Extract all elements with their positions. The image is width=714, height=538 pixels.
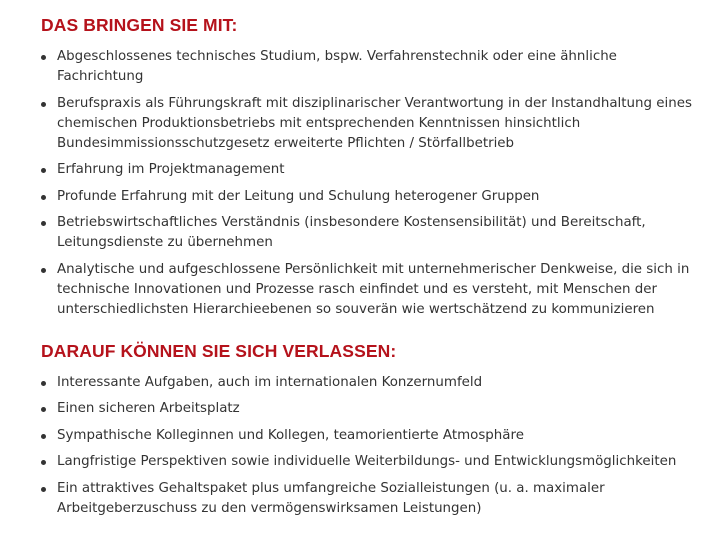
benefits-heading: DARAUF KÖNNEN SIE SICH VERLASSEN: [41, 340, 397, 361]
list-item: Sympathische Kolleginnen und Kollegen, teamorientierte Atmosphäre [41, 426, 694, 446]
list-item: Langfristige Perspektiven sowie individuelle Weiterbildungs- und Entwicklungsmöglichkeiten [41, 452, 694, 472]
list-item: Analytische und aufgeschlossene Persönlichkeit mit unternehmerischer Denkweise, die sich in technische Innovationen und Prozesse rasch einfindet und es versteht, mit Menschen der unterschiedlichsten Hierarchieebenen so souverän wie wertschätzend zu kommunizieren [41, 260, 694, 320]
list-item: Betriebswirtschaftliches Verständnis (insbesondere Kostensensibilität) und Bereitschaft, Leitungsdienste zu übernehmen [41, 213, 694, 253]
list-item: Berufspraxis als Führungskraft mit disziplinarischer Verantwortung in der Instandhaltung eines chemischen Produktionsbetriebs mit entsprechenden Kenntnissen hinsichtlich Bundesimmissionsschutzgesetz erweiterte Pflichten / Störfallbetrieb [41, 94, 694, 154]
list-item: Profunde Erfahrung mit der Leitung und Schulung heterogener Gruppen [41, 187, 694, 207]
benefits-list [41, 373, 694, 519]
list-item: Ein attraktives Gehaltspaket plus umfangreiche Sozialleistungen (u. a. maximaler Arbeitgeberzuschuss zu den vermögenswirksamen Leistungen) [41, 479, 694, 519]
list-item: Erfahrung im Projektmanagement [41, 160, 694, 180]
list-item: Interessante Aufgaben, auch im internationalen Konzernumfeld [41, 373, 694, 393]
list-item: Abgeschlossenes technisches Studium, bspw. Verfahrenstechnik oder eine ähnliche Fachrichtung [41, 47, 694, 87]
requirements-list [41, 47, 694, 320]
requirements-heading: DAS BRINGEN SIE MIT: [41, 15, 238, 35]
list-item: Einen sicheren Arbeitsplatz [41, 399, 694, 419]
